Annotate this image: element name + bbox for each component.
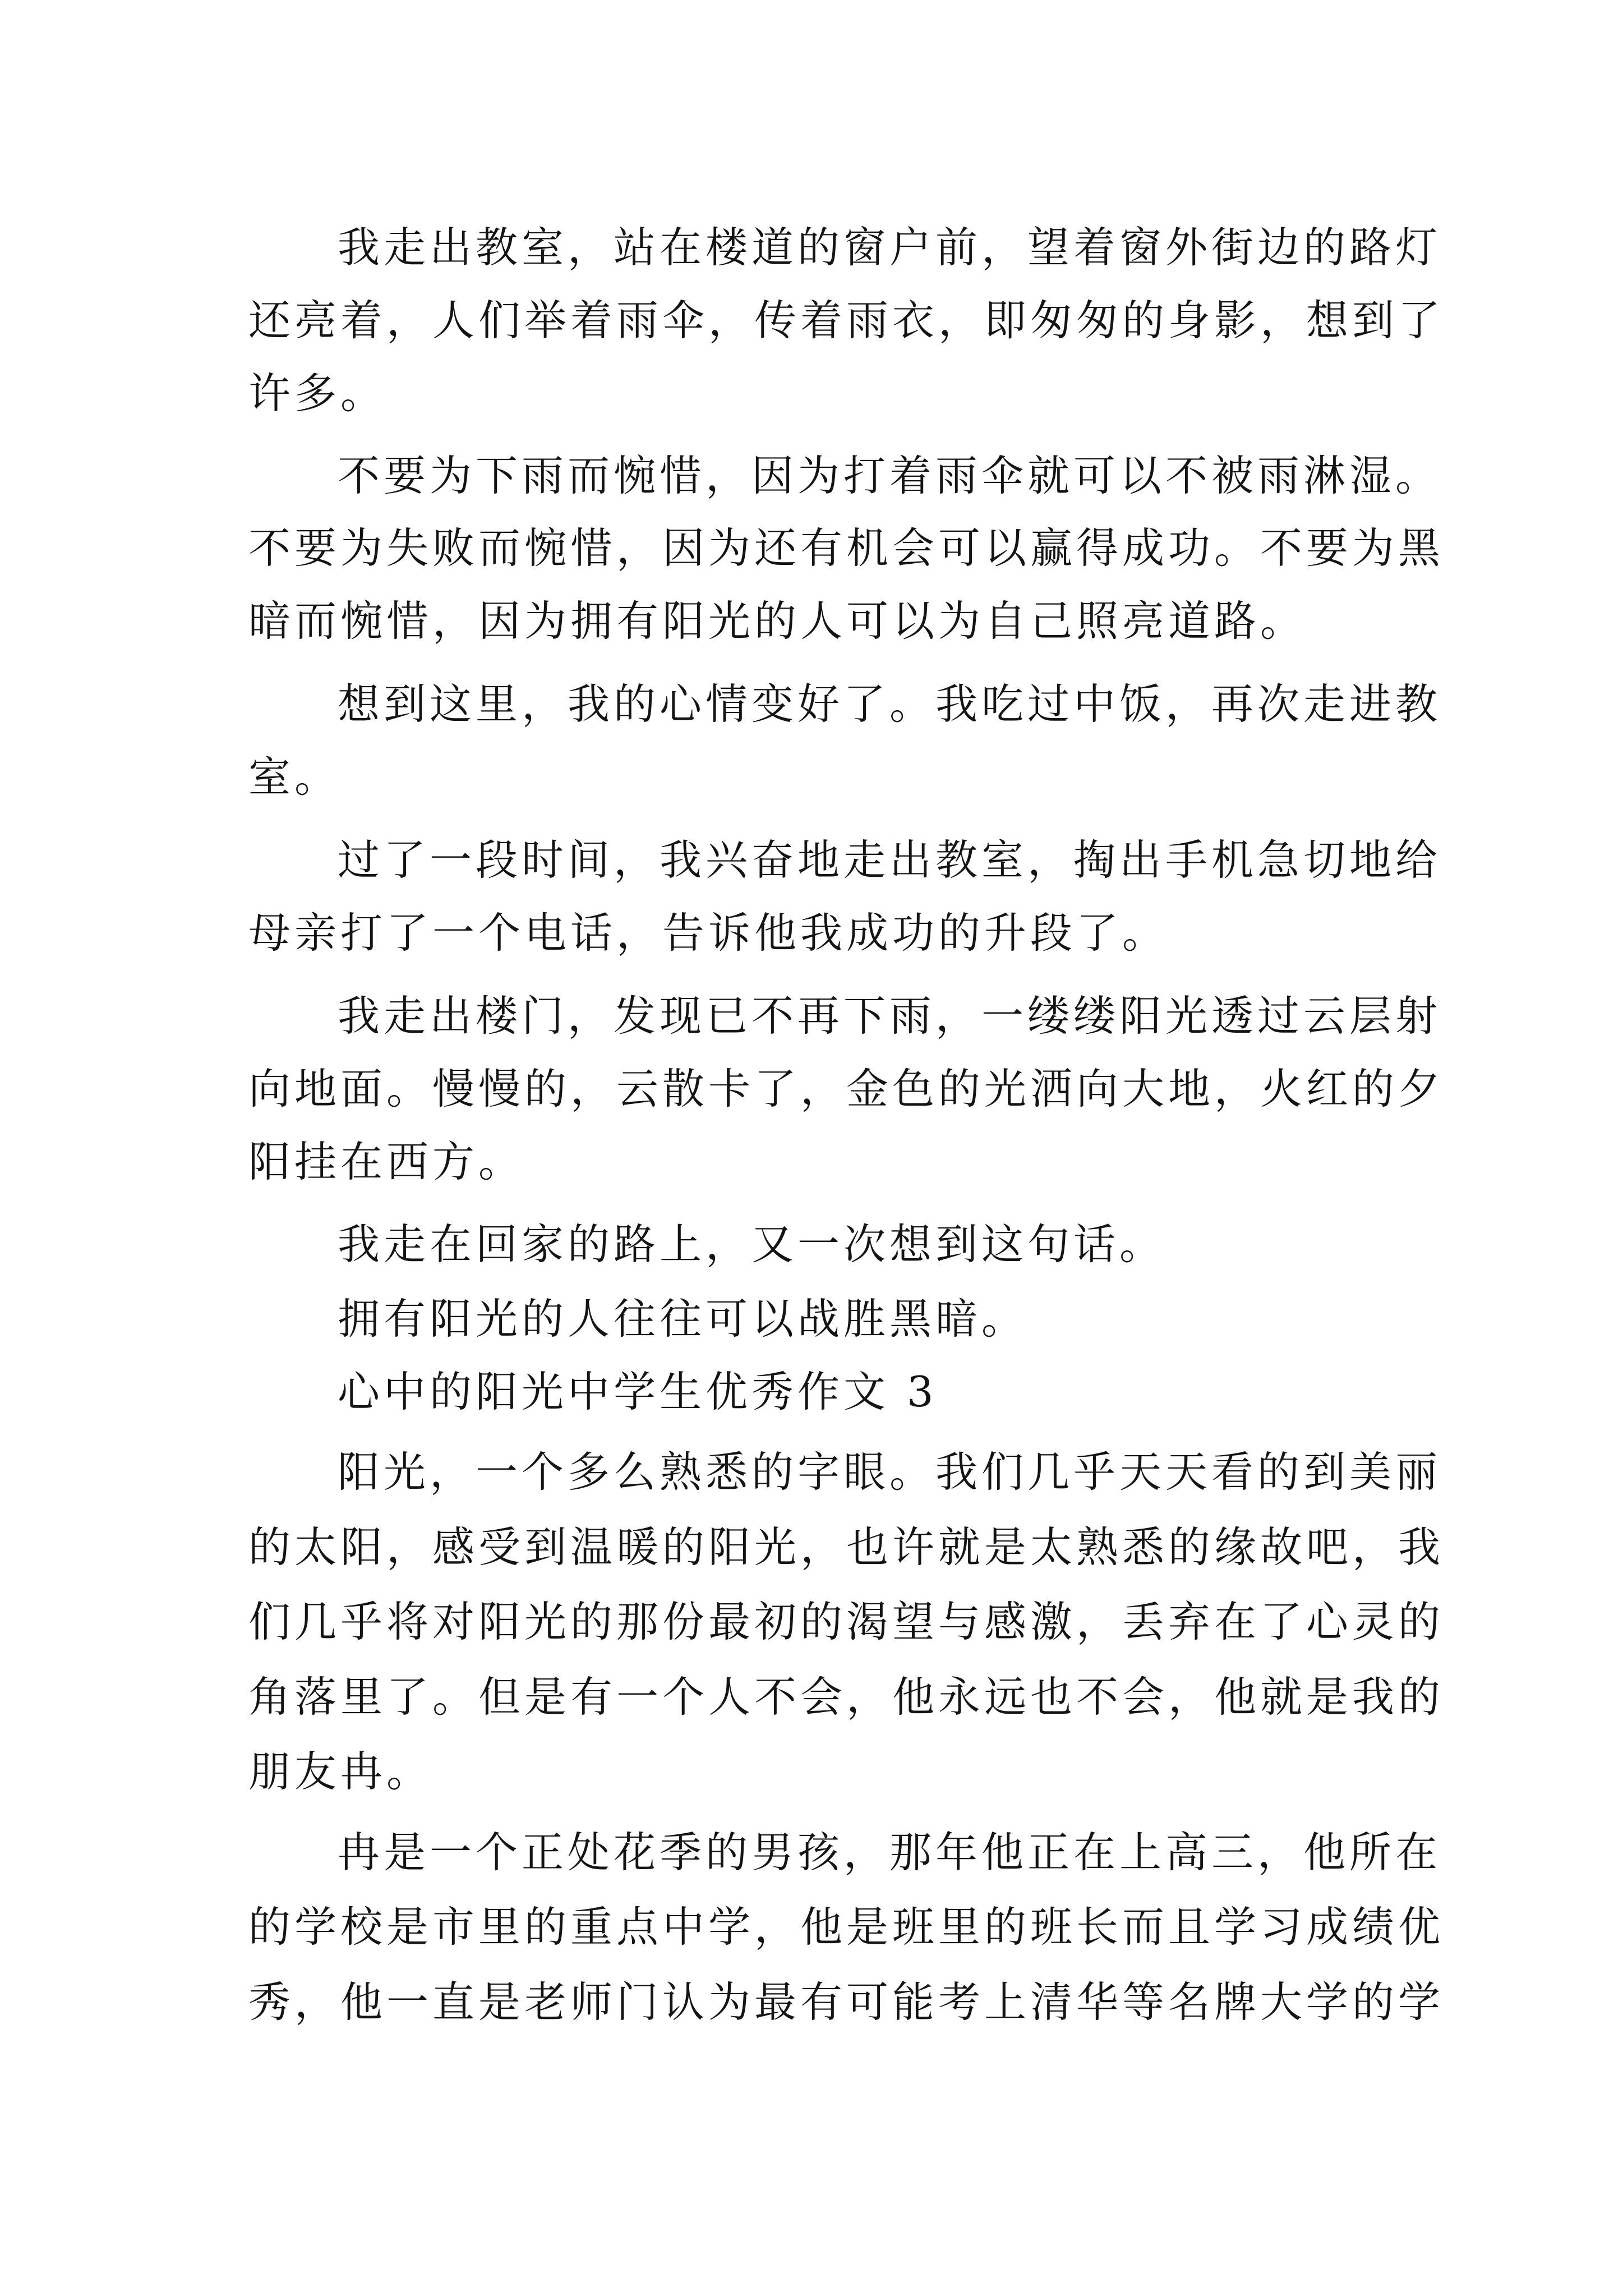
text-line: 暗而惋惜，因为拥有阳光的人可以为自己照亮道路。 [248, 596, 1307, 646]
text-line: 还亮着，人们举着雨伞，传着雨衣，即匆匆的身影，想到了 [248, 296, 1445, 345]
text-line: 冉是一个正处花季的男孩，那年他正在上高三，他所在 [338, 1828, 1442, 1877]
text-line: 过了一段时间，我兴奋地走出教室，掏出手机急切地给 [338, 835, 1442, 885]
text-line: 室。 [248, 752, 341, 802]
text-line: 阳挂在西方。 [248, 1137, 525, 1186]
text-line: 不要为下雨而惋惜，因为打着雨伞就可以不被雨淋湿。 [338, 451, 1442, 500]
text-line: 母亲打了一个电话，告诉他我成功的升段了。 [248, 908, 1169, 958]
text-line: 我走出楼门，发现已不再下雨，一缕缕阳光透过云层射 [338, 991, 1442, 1041]
text-line: 我走在回家的路上，又一次想到这句话。 [338, 1220, 1166, 1269]
text-line: 的太阳，感受到温暖的阳光，也许就是太熟悉的缘故吧，我 [248, 1522, 1445, 1572]
text-line: 秀，他一直是老师门认为最有可能考上清华等名牌大学的学 [248, 1977, 1445, 2027]
text-line: 朋友冉。 [248, 1747, 433, 1796]
text-line: 我走出教室，站在楼道的窗户前，望着窗外街边的路灯 [338, 223, 1442, 272]
text-line: 向地面。慢慢的，云散卡了，金色的光洒向大地，火红的夕 [248, 1064, 1445, 1114]
text-line: 许多。 [248, 369, 387, 418]
text-line: 想到这里，我的心情变好了。我吃过中饭，再次走进教 [338, 679, 1442, 729]
text-line: 的学校是市里的重点中学，他是班里的班长而且学习成绩优 [248, 1902, 1445, 1952]
text-line: 不要为失败而惋惜，因为还有机会可以赢得成功。不要为黑 [248, 523, 1445, 573]
text-line: 拥有阳光的人往往可以战胜黑暗。 [338, 1294, 1028, 1343]
text-line: 角落里了。但是有一个人不会，他永远也不会，他就是我的 [248, 1672, 1445, 1722]
text-line: 们几乎将对阳光的那份最初的渴望与感激，丢弃在了心灵的 [248, 1597, 1445, 1646]
text-line: 阳光，一个多么熟悉的字眼。我们几乎天天看的到美丽 [338, 1447, 1442, 1497]
section-heading: 心中的阳光中学生优秀作文 3 [338, 1367, 938, 1416]
